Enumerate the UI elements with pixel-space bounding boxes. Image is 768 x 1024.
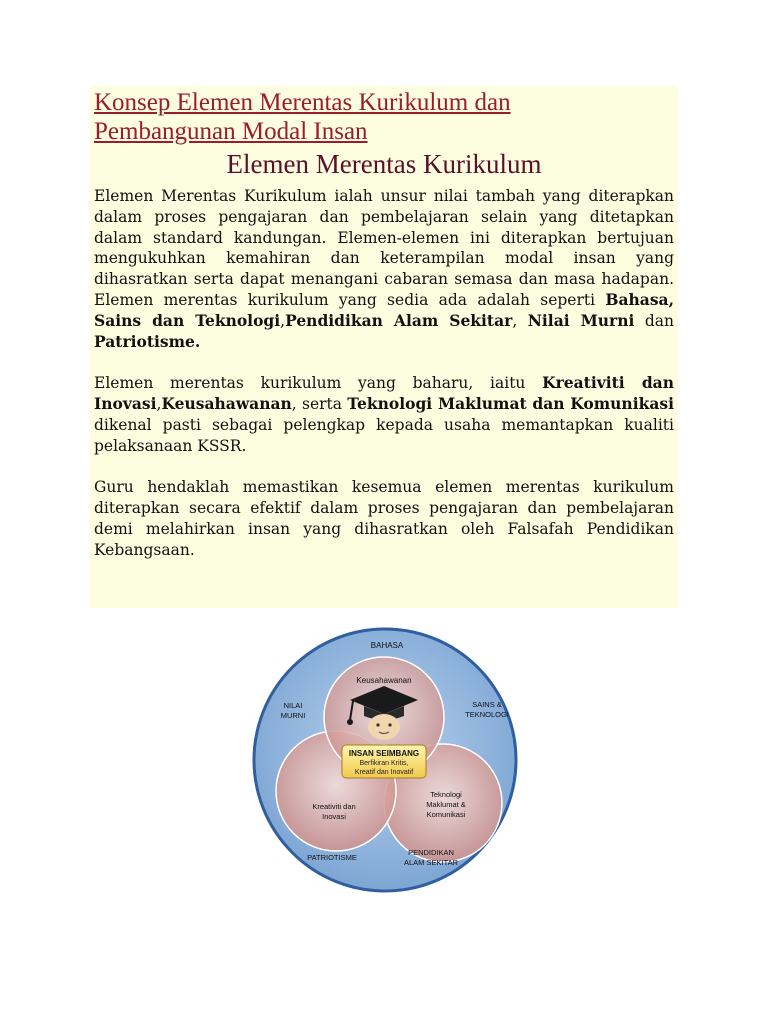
label-tmk-3: Komunikasi	[426, 810, 466, 819]
label-sains-1: SAINS &	[472, 700, 502, 709]
section-subheading: Elemen Merentas Kurikulum	[226, 149, 542, 179]
p1-sep-2: ,	[512, 311, 528, 330]
page-heading	[94, 88, 674, 146]
p2-bold-2: Keusahawanan	[161, 393, 292, 413]
center-title: INSAN SEIMBANG	[348, 749, 420, 758]
p2-sep-2: , serta	[291, 394, 348, 413]
label-kreativiti-1: Kreativiti dan	[312, 802, 356, 811]
p1-sep-1: ,	[280, 311, 286, 330]
heading-line-1: Konsep Elemen Merentas Kurikulum dan	[94, 89, 511, 116]
label-patriotisme: PATRIOTISME	[307, 853, 357, 862]
label-nilai-2: MURNI	[280, 711, 306, 720]
label-tmk-2: Maklumat &	[426, 800, 466, 809]
paragraph-1	[94, 186, 674, 352]
center-subtitle-2: Kreatif dan Inovatif	[354, 769, 414, 776]
p2-text-2: dikenal pasti sebagai pelengkap kepada usaha memantapkan kualiti pelaksanaan KSSR.	[94, 415, 674, 455]
p1-bold-3: Nilai Murni	[527, 310, 635, 330]
label-bahasa: BAHASA	[370, 641, 404, 650]
label-kreativiti-2: Inovasi	[322, 812, 346, 821]
paragraph-2	[94, 373, 674, 456]
elements-diagram	[250, 620, 520, 900]
p1-bold-1: Bahasa, Sains dan Teknologi	[94, 289, 674, 330]
label-sains-2: TEKNOLOGI	[465, 710, 509, 719]
p2-bold-3: Teknologi Maklumat dan Komunikasi	[347, 393, 674, 413]
p2-sep-1: ,	[156, 394, 162, 413]
p2-bold-1: Kreativiti dan Inovasi	[94, 373, 674, 413]
label-pendidikan-2: ALAM SEKITAR	[403, 858, 459, 867]
paragraph-3: Guru hendaklah memastikan kesemua elemen merentas kurikulum diterapkan secara efektif dalam proses pengajaran dan pembelajaran demi melahirkan insan yang dihasratkan oleh Falsafah Pendidikan Kebangsaan.	[94, 478, 674, 559]
label-tmk-1: Teknologi	[430, 790, 462, 799]
label-pendidikan-1: PENDIDIKAN	[408, 848, 454, 857]
p1-bold-4: Patriotisme.	[94, 331, 201, 351]
p1-bold-2: Pendidikan Alam Sekitar	[285, 310, 513, 330]
p2-text-1: Elemen merentas kurikulum yang baharu, iaitu	[94, 374, 543, 393]
center-subtitle-1: Berfikiran Kritis,	[359, 760, 409, 767]
p1-sep-3: dan	[634, 311, 675, 330]
p1-text: Elemen Merentas Kurikulum ialah unsur nilai tambah yang diterapkan dalam proses pengajaran dan pembelajaran selain yang ditetapkan dalam standard kandungan. Elemen-elemen ini diterapkan bertujuan mengukuhkan kemahiran dan keterampilan modal insan yang dihasratkan serta dapat menangani cabaran semasa dan masa hadapan. Elemen merentas kurikulum yang sedia ada adalah seperti	[94, 187, 674, 309]
body-text	[94, 186, 674, 560]
heading-line-2: Pembangunan Modal Insan	[94, 118, 368, 145]
label-keusahawanan: Keusahawanan	[356, 676, 412, 685]
label-nilai-1: NILAI	[283, 701, 303, 710]
